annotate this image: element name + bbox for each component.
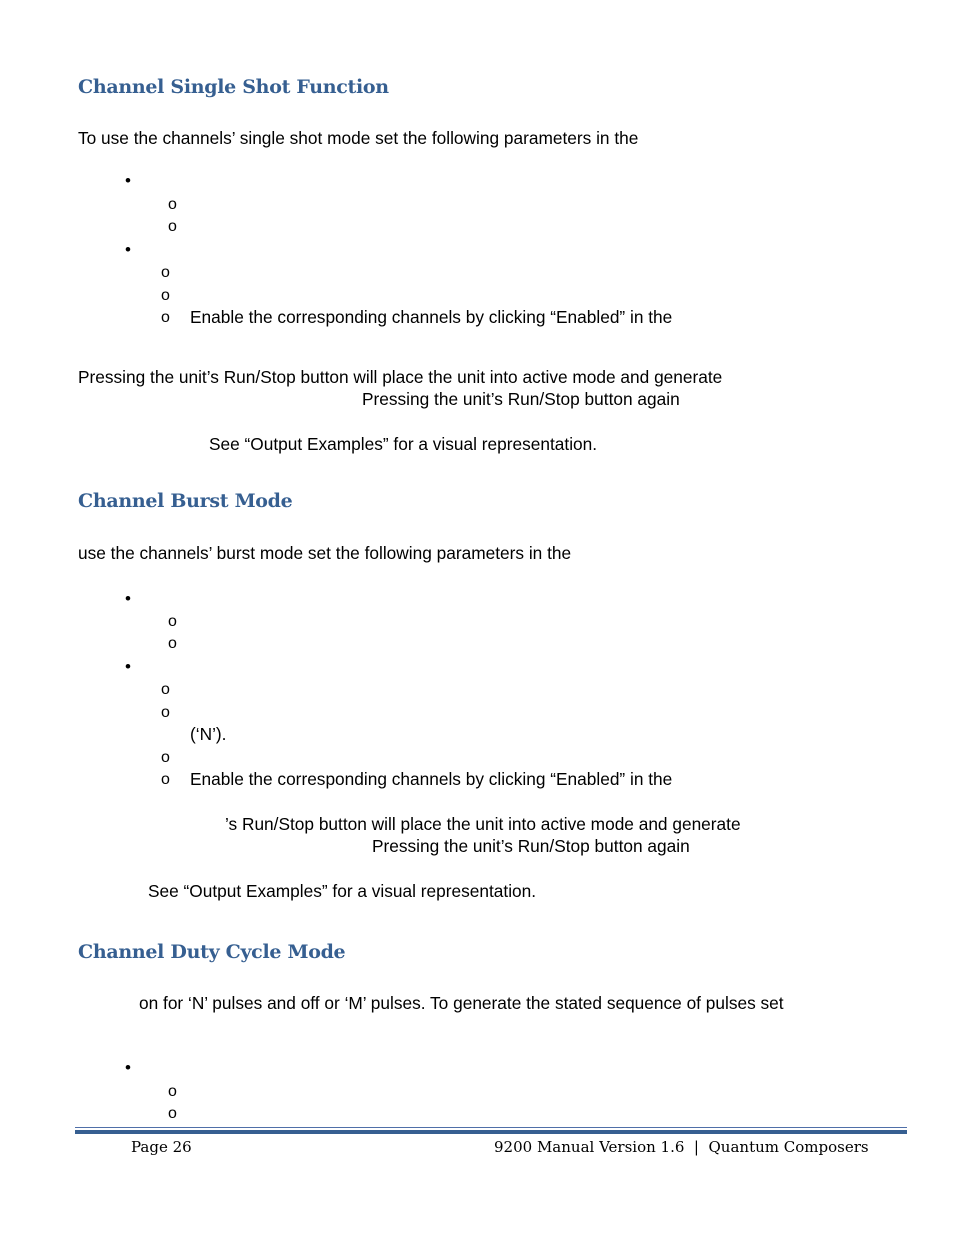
- sub-bullet-marker: o: [161, 309, 170, 326]
- sub-bullet-marker: o: [161, 749, 170, 766]
- bullet-marker: •: [125, 240, 131, 259]
- section-heading-single-shot: Channel Single Shot Function: [78, 76, 389, 98]
- single-shot-paragraph-line: Pressing the unit’s Run/Stop button will place the unit into active mode and generate: [78, 367, 723, 387]
- burst-mode-n-text: (‘N’).: [190, 724, 227, 744]
- burst-mode-see-output-examples: See “Output Examples” for a visual representation.: [148, 881, 537, 901]
- bullet-marker: •: [125, 589, 131, 608]
- sub-bullet-marker: o: [161, 264, 170, 281]
- sub-bullet-marker: o: [168, 218, 177, 235]
- footer-document-title: 9200 Manual Version 1.6 | Quantum Composers: [494, 1138, 869, 1156]
- sub-bullet-marker: o: [168, 1105, 177, 1122]
- sub-bullet-marker: o: [168, 196, 177, 213]
- sub-bullet-marker: o: [168, 1083, 177, 1100]
- burst-mode-paragraph-line: ’s Run/Stop button will place the unit into active mode and generate: [225, 814, 741, 834]
- footer-page-number: Page 26: [131, 1138, 192, 1156]
- burst-mode-enable-step: Enable the corresponding channels by clicking “Enabled” in the: [190, 769, 673, 789]
- single-shot-intro: To use the channels’ single shot mode set the following parameters in the: [78, 128, 639, 148]
- burst-mode-intro: use the channels’ burst mode set the following parameters in the: [78, 543, 572, 563]
- burst-mode-paragraph-line: Pressing the unit’s Run/Stop button again: [372, 836, 690, 856]
- sub-bullet-marker: o: [161, 681, 170, 698]
- duty-cycle-intro: on for ‘N’ pulses and off or ‘M’ pulses. To generate the stated sequence of pulses set: [139, 993, 784, 1013]
- bullet-marker: •: [125, 1058, 131, 1077]
- single-shot-paragraph-line: Pressing the unit’s Run/Stop button again: [362, 389, 680, 409]
- sub-bullet-marker: o: [161, 287, 170, 304]
- single-shot-enable-step: Enable the corresponding channels by clicking “Enabled” in the: [190, 307, 673, 327]
- sub-bullet-marker: o: [161, 704, 170, 721]
- footer-divider-thin: [75, 1127, 907, 1128]
- sub-bullet-marker: o: [161, 771, 170, 788]
- bullet-marker: •: [125, 657, 131, 676]
- sub-bullet-marker: o: [168, 613, 177, 630]
- bullet-marker: •: [125, 171, 131, 190]
- sub-bullet-marker: o: [168, 635, 177, 652]
- section-heading-duty-cycle: Channel Duty Cycle Mode: [78, 941, 346, 963]
- footer-divider-thick: [75, 1130, 907, 1134]
- section-heading-burst-mode: Channel Burst Mode: [78, 490, 293, 512]
- single-shot-see-output-examples: See “Output Examples” for a visual representation.: [209, 434, 598, 454]
